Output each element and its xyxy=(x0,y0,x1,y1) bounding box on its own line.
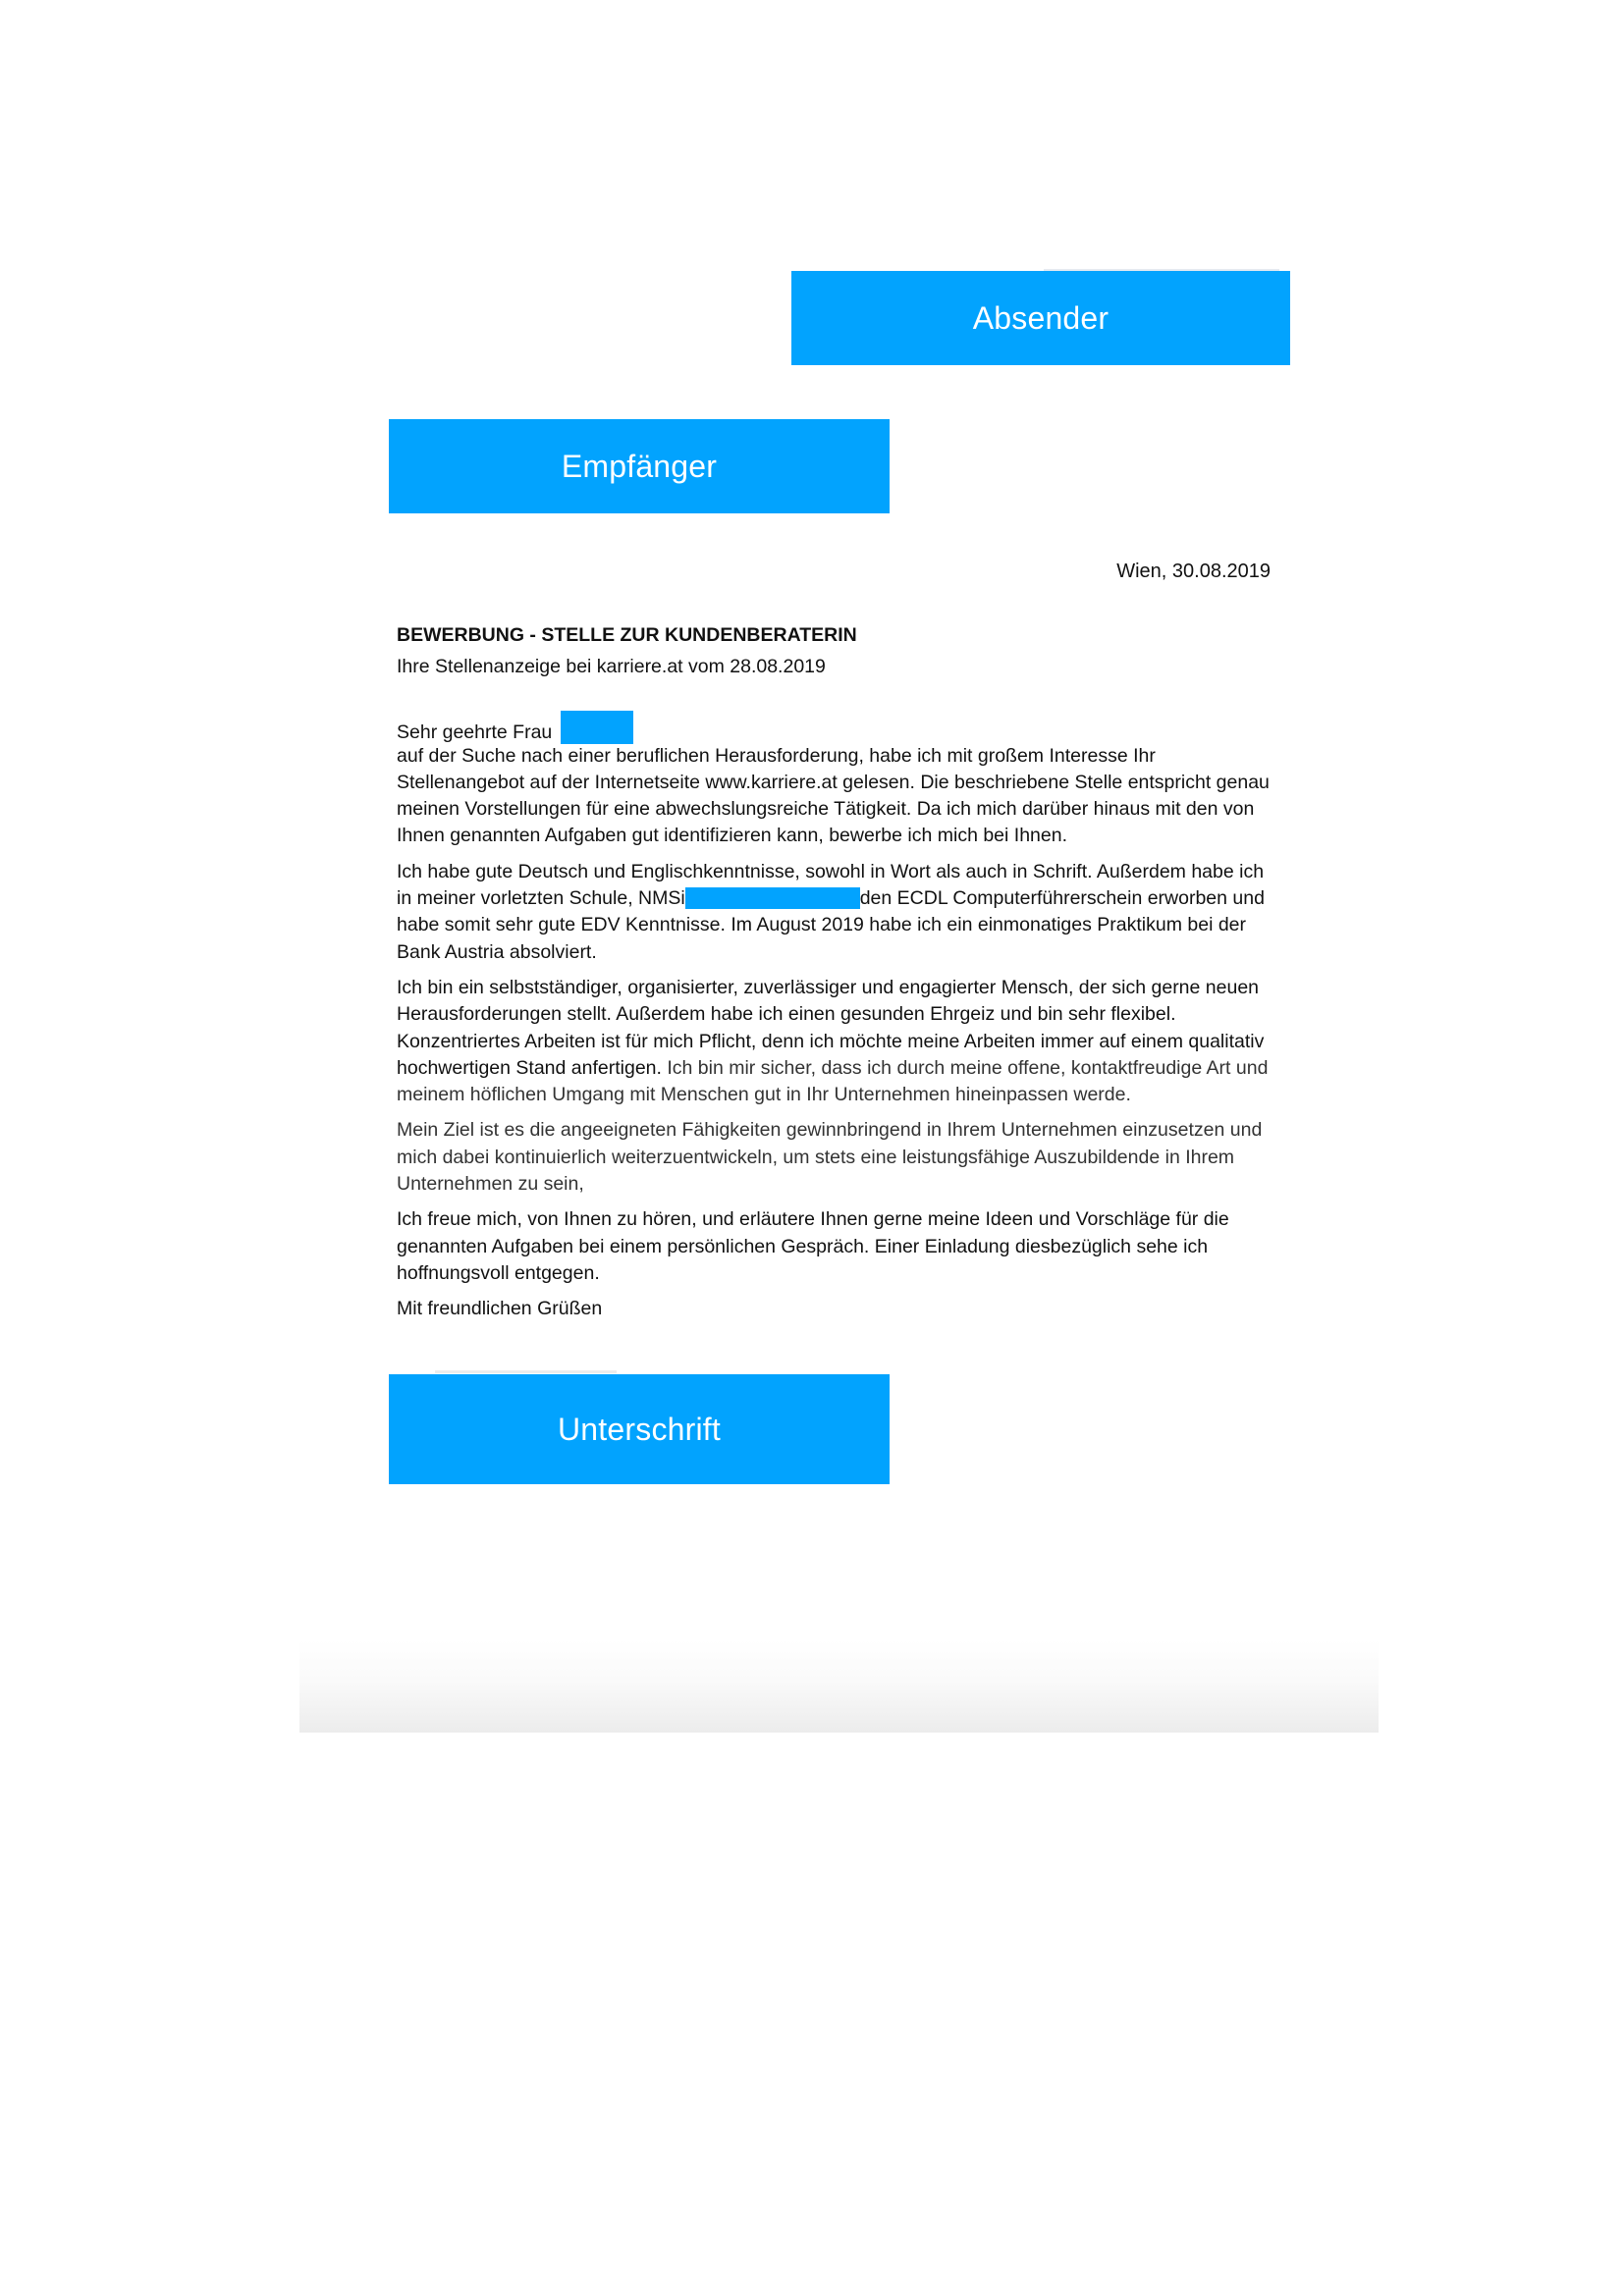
sender-placeholder-label: Absender xyxy=(972,299,1110,336)
redaction-residue xyxy=(435,1370,617,1373)
paragraph-personality-b: Ich bin mir sicher, dass ich durch meine offene, kontaktfreudige Art und meinem höflichen Umgang mit Menschen gut in Ihr Unternehmen hineinpassen werde. xyxy=(397,1056,1269,1106)
redacted-name xyxy=(561,711,633,744)
paragraph-skills-end: den ECDL Computerführerschein erworben und habe somit sehr gute EDV Kenntnisse. Im August 2019 habe ich ein einmonatiges Praktikum bei der Bank Austria absolviert. xyxy=(397,887,1265,963)
sender-placeholder xyxy=(791,271,1290,365)
paragraph-intro: auf der Suche nach einer beruflichen Herausforderung, habe ich mit großem Interesse Ihr Stellenangebot auf der Internetseite www.karriere.at gelesen. Die beschriebene Stelle entspricht genau meinen Vorstellungen für eine abwechslungsreiche Tätigkeit. Da ich mich darüber hinaus mit den von Ihnen genannten Aufgaben gut identifizieren kann, bewerbe ich mich bei Ihnen. xyxy=(397,744,1270,847)
salutation xyxy=(397,717,1280,743)
page-bottom-shadow xyxy=(299,1639,1379,1733)
recipient-placeholder-label: Empfänger xyxy=(561,448,718,484)
closing-greeting: Mit freundlichen Grüßen xyxy=(397,1298,603,1320)
salutation-text: Sehr geehrte Frau xyxy=(397,721,553,743)
paragraph-personality xyxy=(397,975,1280,1108)
paragraph-skills xyxy=(397,859,1280,966)
signature-placeholder xyxy=(389,1374,890,1484)
letter-body xyxy=(397,622,1280,1332)
redacted-school xyxy=(685,887,860,909)
recipient-placeholder xyxy=(389,419,890,513)
paragraph-closing: Ich freue mich, von Ihnen zu hören, und erläutere Ihnen gerne meine Ideen und Vorschläge für die genannten Aufgaben bei einem persönlichen Gespräch. Einer Einladung diesbezüglich sehe ich hoffnungsvoll entgegen. xyxy=(397,1208,1229,1284)
place-date: Wien, 30.08.2019 xyxy=(1116,561,1271,582)
paragraph-skills-start: Ich habe gute Deutsch und Englischkenntnisse, sowohl in Wort als auch in Schrift. Außerdem habe ich in meiner vorletzten Schule, NMSi xyxy=(397,860,1265,910)
signature-placeholder-label: Unterschrift xyxy=(558,1411,721,1447)
paragraph-goal: Mein Ziel ist es die angeeigneten Fähigkeiten gewinnbringend in Ihrem Unternehmen einzusetzen und mich dabei kontinuierlich weiterzuentwickeln, um stets eine leistungsfähige Auszubildende in Ihrem Unternehmen zu sein, xyxy=(397,1119,1263,1196)
paragraph-personality-a: Ich bin ein selbstständiger, organisierter, zuverlässiger und engagierter Mensch, der sich gerne neuen Herausforderungen stellt. Außerdem habe ich einen gesunden Ehrgeiz und bin sehr flexibel. Konzentriertes Arbeiten ist für mich Pflicht, denn ich möchte meine Arbeiten immer auf einem qualitativ hochwertigen Stand anfertigen. xyxy=(397,976,1265,1079)
letter-heading: BEWERBUNG - STELLE ZUR KUNDENBERATERIN xyxy=(397,624,857,646)
job-reference: Ihre Stellenanzeige bei karriere.at vom 28.08.2019 xyxy=(397,656,826,678)
